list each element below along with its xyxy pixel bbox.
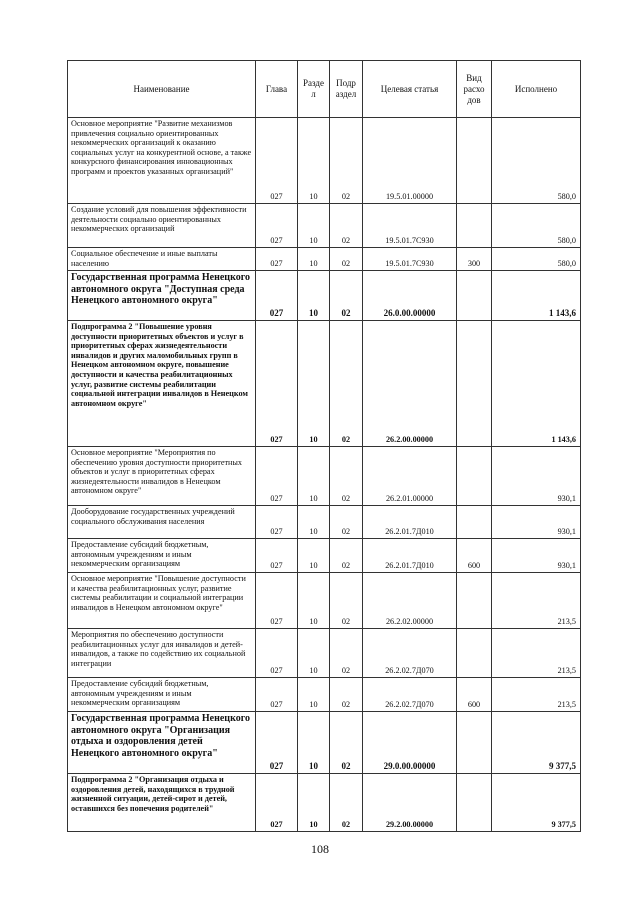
table-row [68, 774, 581, 832]
row-amount: 9 377,5 [492, 712, 581, 774]
row-name: Создание условий для повышения эффективности деятельности социально ориентированных некоммерческих организаций [68, 204, 256, 248]
row-podrazdel: 02 [330, 248, 363, 271]
header-glava: Глава [256, 61, 298, 118]
row-target: 26.2.02.7Д070 [363, 678, 457, 712]
row-amount: 580,0 [492, 118, 581, 204]
row-name: Основное мероприятие "Повышение доступности и качества реабилитационных услуг, развитие системы реабилитации и социальной интеграции инвалидов в Ненецком автономном округе" [68, 573, 256, 629]
row-vid [457, 774, 492, 832]
row-glava: 027 [256, 573, 298, 629]
table-header-row [68, 61, 581, 118]
row-razdel: 10 [298, 712, 330, 774]
row-amount: 580,0 [492, 248, 581, 271]
row-name: Государственная программа Ненецкого автономного округа "Организация отдыха и оздоровления детей Ненецкого автономного округа" [68, 712, 256, 774]
row-name: Мероприятия по обеспечению доступности реабилитационных услуг для инвалидов и детей-инвалидов, а также по содействию их социальной интеграции [68, 629, 256, 678]
row-razdel: 10 [298, 573, 330, 629]
row-name: Основное мероприятие "Развитие механизмов привлечения социально ориентированных некоммерческих организаций к оказанию социальных услуг на конкурентной основе, а также конкурсного финансирования инновационных программ и проектов указанных организаций" [68, 118, 256, 204]
row-glava: 027 [256, 678, 298, 712]
row-amount: 930,1 [492, 447, 581, 506]
row-target: 26.2.01.7Д010 [363, 539, 457, 573]
row-podrazdel: 02 [330, 539, 363, 573]
row-name: Предоставление субсидий бюджетным, автономным учреждениям и иным некоммерческим организациям [68, 678, 256, 712]
row-vid: 300 [457, 248, 492, 271]
row-podrazdel: 02 [330, 678, 363, 712]
table-row [68, 271, 581, 321]
row-razdel: 10 [298, 506, 330, 539]
row-razdel: 10 [298, 447, 330, 506]
row-podrazdel: 02 [330, 712, 363, 774]
row-amount: 580,0 [492, 204, 581, 248]
row-razdel: 10 [298, 321, 330, 447]
row-podrazdel: 02 [330, 573, 363, 629]
table-row [68, 204, 581, 248]
table-row [68, 539, 581, 573]
row-name: Дооборудование государственных учреждений социального обслуживания населения [68, 506, 256, 539]
row-amount: 213,5 [492, 629, 581, 678]
header-executed: Исполнено [492, 61, 581, 118]
row-target: 19.5.01.00000 [363, 118, 457, 204]
table-row [68, 678, 581, 712]
row-glava: 027 [256, 539, 298, 573]
row-podrazdel: 02 [330, 447, 363, 506]
row-name: Предоставление субсидий бюджетным, автономным учреждениям и иным некоммерческим организациям [68, 539, 256, 573]
row-amount: 213,5 [492, 678, 581, 712]
row-target: 26.2.02.00000 [363, 573, 457, 629]
row-name: Государственная программа Ненецкого автономного округа "Доступная среда Ненецкого автономного округа" [68, 271, 256, 321]
row-target: 26.0.00.00000 [363, 271, 457, 321]
row-razdel: 10 [298, 629, 330, 678]
row-vid: 600 [457, 678, 492, 712]
row-razdel: 10 [298, 271, 330, 321]
row-podrazdel: 02 [330, 774, 363, 832]
row-podrazdel: 02 [330, 271, 363, 321]
row-amount: 1 143,6 [492, 321, 581, 447]
header-target: Целевая статья [363, 61, 457, 118]
row-vid [457, 321, 492, 447]
row-glava: 027 [256, 506, 298, 539]
row-razdel: 10 [298, 248, 330, 271]
row-razdel: 10 [298, 204, 330, 248]
row-vid [457, 506, 492, 539]
row-target: 26.2.02.7Д070 [363, 629, 457, 678]
row-target: 19.5.01.7С930 [363, 204, 457, 248]
row-glava: 027 [256, 248, 298, 271]
row-target: 19.5.01.7С930 [363, 248, 457, 271]
row-glava: 027 [256, 712, 298, 774]
row-name: Социальное обеспечение и иные выплаты населению [68, 248, 256, 271]
table-row [68, 321, 581, 447]
row-podrazdel: 02 [330, 506, 363, 539]
row-amount: 1 143,6 [492, 271, 581, 321]
row-glava: 027 [256, 629, 298, 678]
row-target: 29.0.00.00000 [363, 712, 457, 774]
row-podrazdel: 02 [330, 118, 363, 204]
table-row [68, 629, 581, 678]
row-podrazdel: 02 [330, 629, 363, 678]
row-glava: 027 [256, 118, 298, 204]
row-vid [457, 629, 492, 678]
row-target: 26.2.00.00000 [363, 321, 457, 447]
table-row [68, 118, 581, 204]
page-number: 108 [311, 842, 329, 856]
row-glava: 027 [256, 271, 298, 321]
header-razdel: Разде л [298, 61, 330, 118]
row-razdel: 10 [298, 539, 330, 573]
row-vid [457, 271, 492, 321]
row-target: 29.2.00.00000 [363, 774, 457, 832]
row-vid [457, 204, 492, 248]
row-glava: 027 [256, 204, 298, 248]
row-amount: 9 377,5 [492, 774, 581, 832]
table-row [68, 506, 581, 539]
table-row [68, 447, 581, 506]
row-amount: 930,1 [492, 539, 581, 573]
row-name: Подпрограмма 2 "Повышение уровня доступности приоритетных объектов и услуг в приоритетных сферах жизнедеятельности инвалидов и других маломобильных групп в Ненецком автономном округе, повышение доступности и качества реабилитационных услуг, развитие системы реабилитации социальной интеграции инвалидов в Ненецком автономном округе" [68, 321, 256, 447]
row-glava: 027 [256, 774, 298, 832]
row-target: 26.2.01.7Д010 [363, 506, 457, 539]
budget-table [67, 60, 581, 832]
row-razdel: 10 [298, 118, 330, 204]
row-glava: 027 [256, 321, 298, 447]
table-row [68, 573, 581, 629]
row-target: 26.2.01.00000 [363, 447, 457, 506]
row-vid [457, 447, 492, 506]
row-vid [457, 573, 492, 629]
row-vid: 600 [457, 539, 492, 573]
table-row [68, 712, 581, 774]
table-row [68, 248, 581, 271]
row-glava: 027 [256, 447, 298, 506]
row-razdel: 10 [298, 774, 330, 832]
row-podrazdel: 02 [330, 321, 363, 447]
header-vid: Вид расхо дов [457, 61, 492, 118]
row-name: Подпрограмма 2 "Организация отдыха и оздоровления детей, находящихся в трудной жизненной ситуации, детей-сирот и детей, оставшихся без попечения родителей" [68, 774, 256, 832]
row-podrazdel: 02 [330, 204, 363, 248]
header-name: Наименование [68, 61, 256, 118]
row-amount: 213,5 [492, 573, 581, 629]
row-vid [457, 118, 492, 204]
row-amount: 930,1 [492, 506, 581, 539]
row-name: Основное мероприятие "Мероприятия по обеспечению уровня доступности приоритетных объектов и услуг в приоритетных сферах жизнедеятельности инвалидов в Ненецком автономном округе" [68, 447, 256, 506]
header-podrazdel: Подр аздел [330, 61, 363, 118]
row-vid [457, 712, 492, 774]
row-razdel: 10 [298, 678, 330, 712]
